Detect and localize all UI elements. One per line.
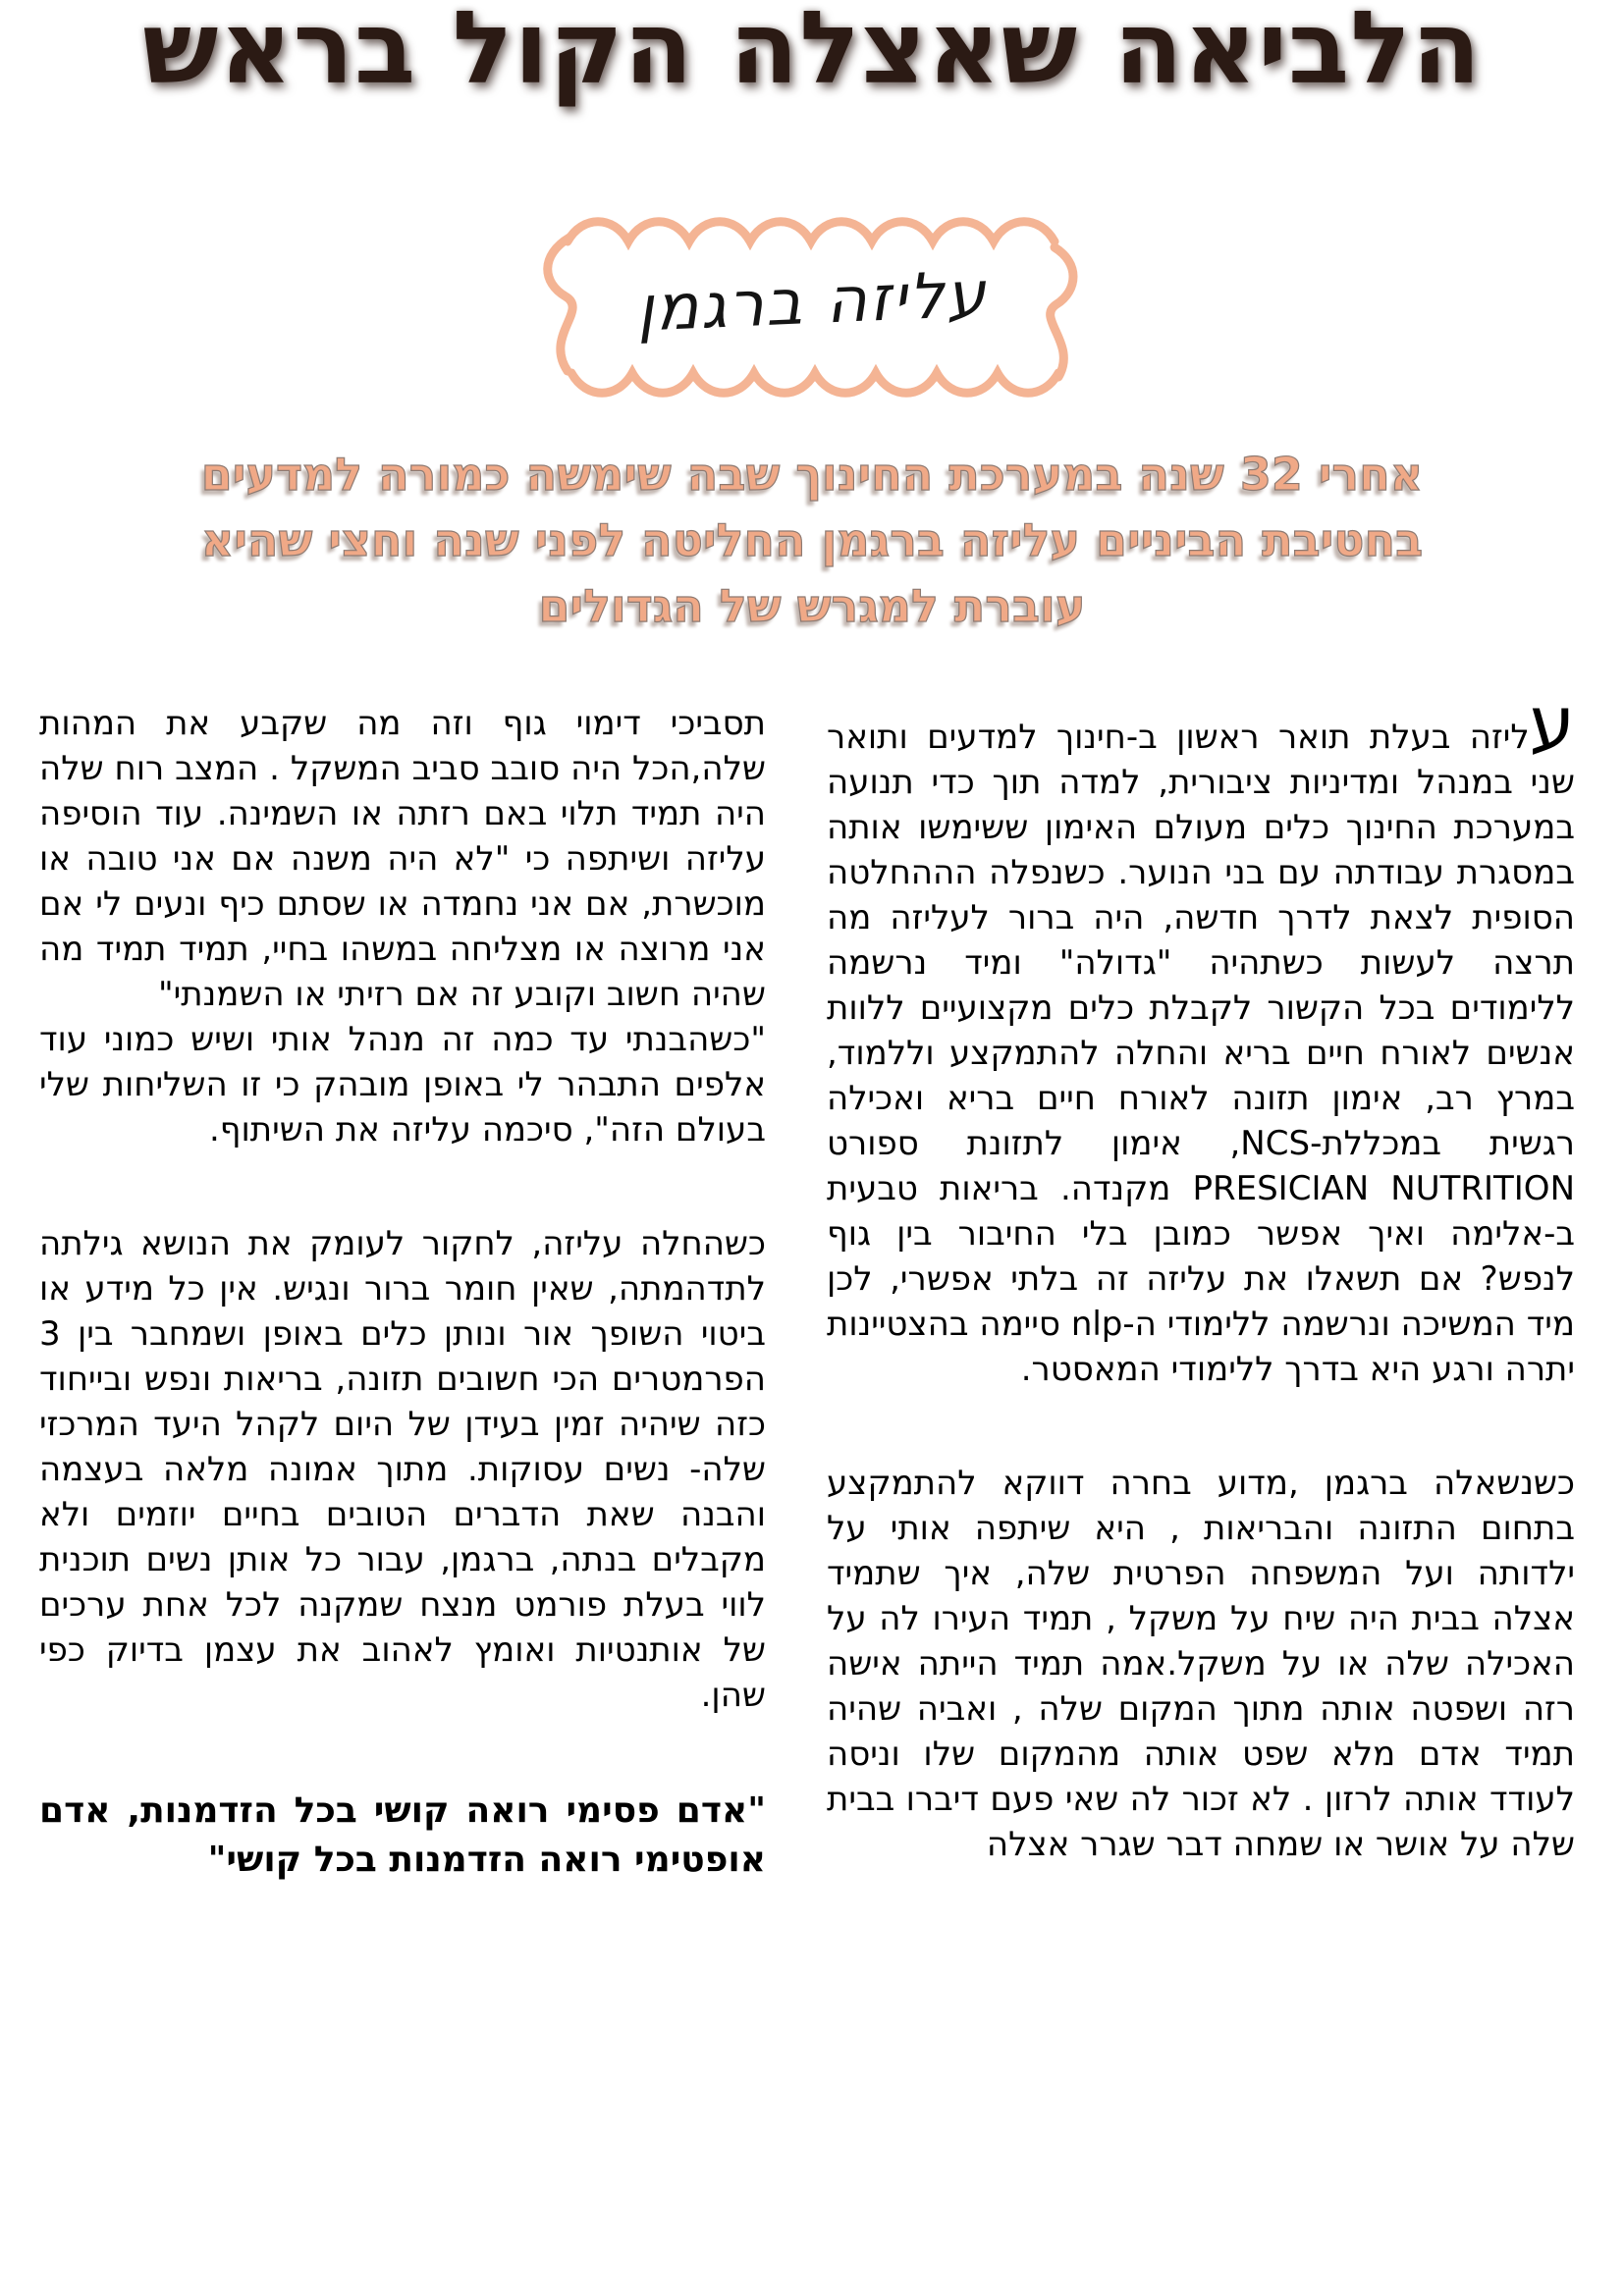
page-title: הלביאה שאצלה הקול בראש: [142, 0, 1482, 107]
paragraph-closing-quote: "אדם פסימי רואה קושי בכל הזדמנות, אדם אופטימי רואה הזדמנות בכל קושי": [39, 1790, 766, 1880]
paragraph-intro: [827, 681, 1576, 1392]
subtitle-line: אחרי 32 שנה במערכת החינוך שבה שימשה כמורה למדעים: [200, 448, 1424, 501]
paragraph-intro-text: ליזה בעלת תואר ראשון ב-חינוך למדעים ותואר שני במנהל ומדיניות ציבורית, למדה תוך כדי תנועה במערכת החינוך כלים מעולם האימון ששימשו אותה במסגרת עבודתה עם בני הנוער. כשנפלה הההחלטה הסופית לצאת לדרך חדשה, היה ברור לעליזה מה תרצה לעשות כשתהיה "גדולה" ומיד נרשמה ללימודים בכל הקשור לקבלת כלים מקצועיים ללוות אנשים לאורח חיים בריא והחלה להתמקצע וללמוד, במרץ רב, אימון תזונה לאורח חיים בריא ואכילה רגשית במכללת-NCS, אימון לתזונת ספורט PRESICIAN NUTRITION מקנדה. בריאות טבעית ב-אלימה ואיך אפשר כמובן בלי החיבור בין גוף לנפש? אם תשאלו את עליזה זה בלתי אפשרי, לכן מיד המשיכה ונרשמה ללימודי ה-nlp סיימה בהצטיינות יתרה ורגע היא בדרך ללימודי המאסטר.: [827, 718, 1576, 1389]
paragraph-research: כשהחלה עליזה, לחקור לעומק את הנושא גילתה לתדהמתה, שאין חומר ברור ונגיש. אין כל מידע או ביטוי השופך אור ונותן כלים באופן ושמחבר בין 3 הפרמטרים הכי חשובים תזונה, בריאות ונפש ובייחוד כזה שיהיה זמין בעידן של היום לקהל היעד המרכזי שלה- נשים עסוקות. מתוך אמונה מלאה בעצמה והבנה שאת הדברים הטובים בחיים יוזמים ולא מקבלים בנתה, ברגמן, עבור כל אותן נשים תוכנית לווי בעלת פורמט מנצח שמקנה לכל אחת ערכים של אותנטיות ואומץ לאהוב את עצמן בדיוק כפי שהן.: [39, 1224, 766, 1715]
subtitle-line: בחטיבת הביניים עליזה ברגמן החליטה לפני שנה וחצי שהיא: [200, 513, 1424, 566]
column-left: [39, 701, 766, 1885]
paragraph-body-image: תסביכי דימוי גוף וזה מה שקבע את המהות שלה,הכל היה סובב סביב המשקל . המצב רוח שלה היה תמיד תלוי באם רזתה או השמינה. עוד הוסיפה עליזה ושיתפה כי "לא היה משנה אם אני טובה או מוכשרת, אם אני נחמדה או שסתם כיף ונעים לי אם אני מרוצה או מצליחה במשהו בחיי, תמיד תמיד מה שהיה חשוב וקובע זה אם רזיתי או השמנתי": [39, 704, 766, 1014]
article-body: [39, 681, 1576, 1885]
paragraph-childhood: כשנשאלה ברגמן ,מדוע בחרה דווקא להתמקצע בתחום התזונה והבריאות , היא שיתפה אותי על ילדותה ועל המשפחה הפרטית שלה, איך שתמיד אצלה בבית היה שיח על משקל , תמיד העירו לה על האכילה שלה או על משקל.אמה תמיד הייתה אישה רזה ושפטה אותה מתוך המקום שלה , ואביה שהיה תמיד אדם מלא שפט אותה מהמקום שלו וניסה לעודד אותה לרזון . לא זכור לה שאי פעם דיברו בבית שלה על אושר או שמחה דבר שגרר אצלה: [827, 1464, 1575, 1864]
subtitle-line: עוברת למגרש של הגדולים: [538, 579, 1086, 632]
author-name: עליזה ברגמן: [634, 258, 990, 347]
author-name-box: [528, 198, 1096, 412]
column-right: [827, 681, 1576, 1885]
paragraph-mission-quote: "כשהבנתי עד כמה זה מנהל אותי ושיש כמוני עוד אלפים התבהר לי באופן מובהק כי זו השליחות שלי בעולם הזה", סיכמה עליזה את השיתוף.: [39, 1020, 766, 1149]
drop-cap: ע: [1529, 681, 1575, 766]
article-subtitle: [0, 442, 1624, 639]
